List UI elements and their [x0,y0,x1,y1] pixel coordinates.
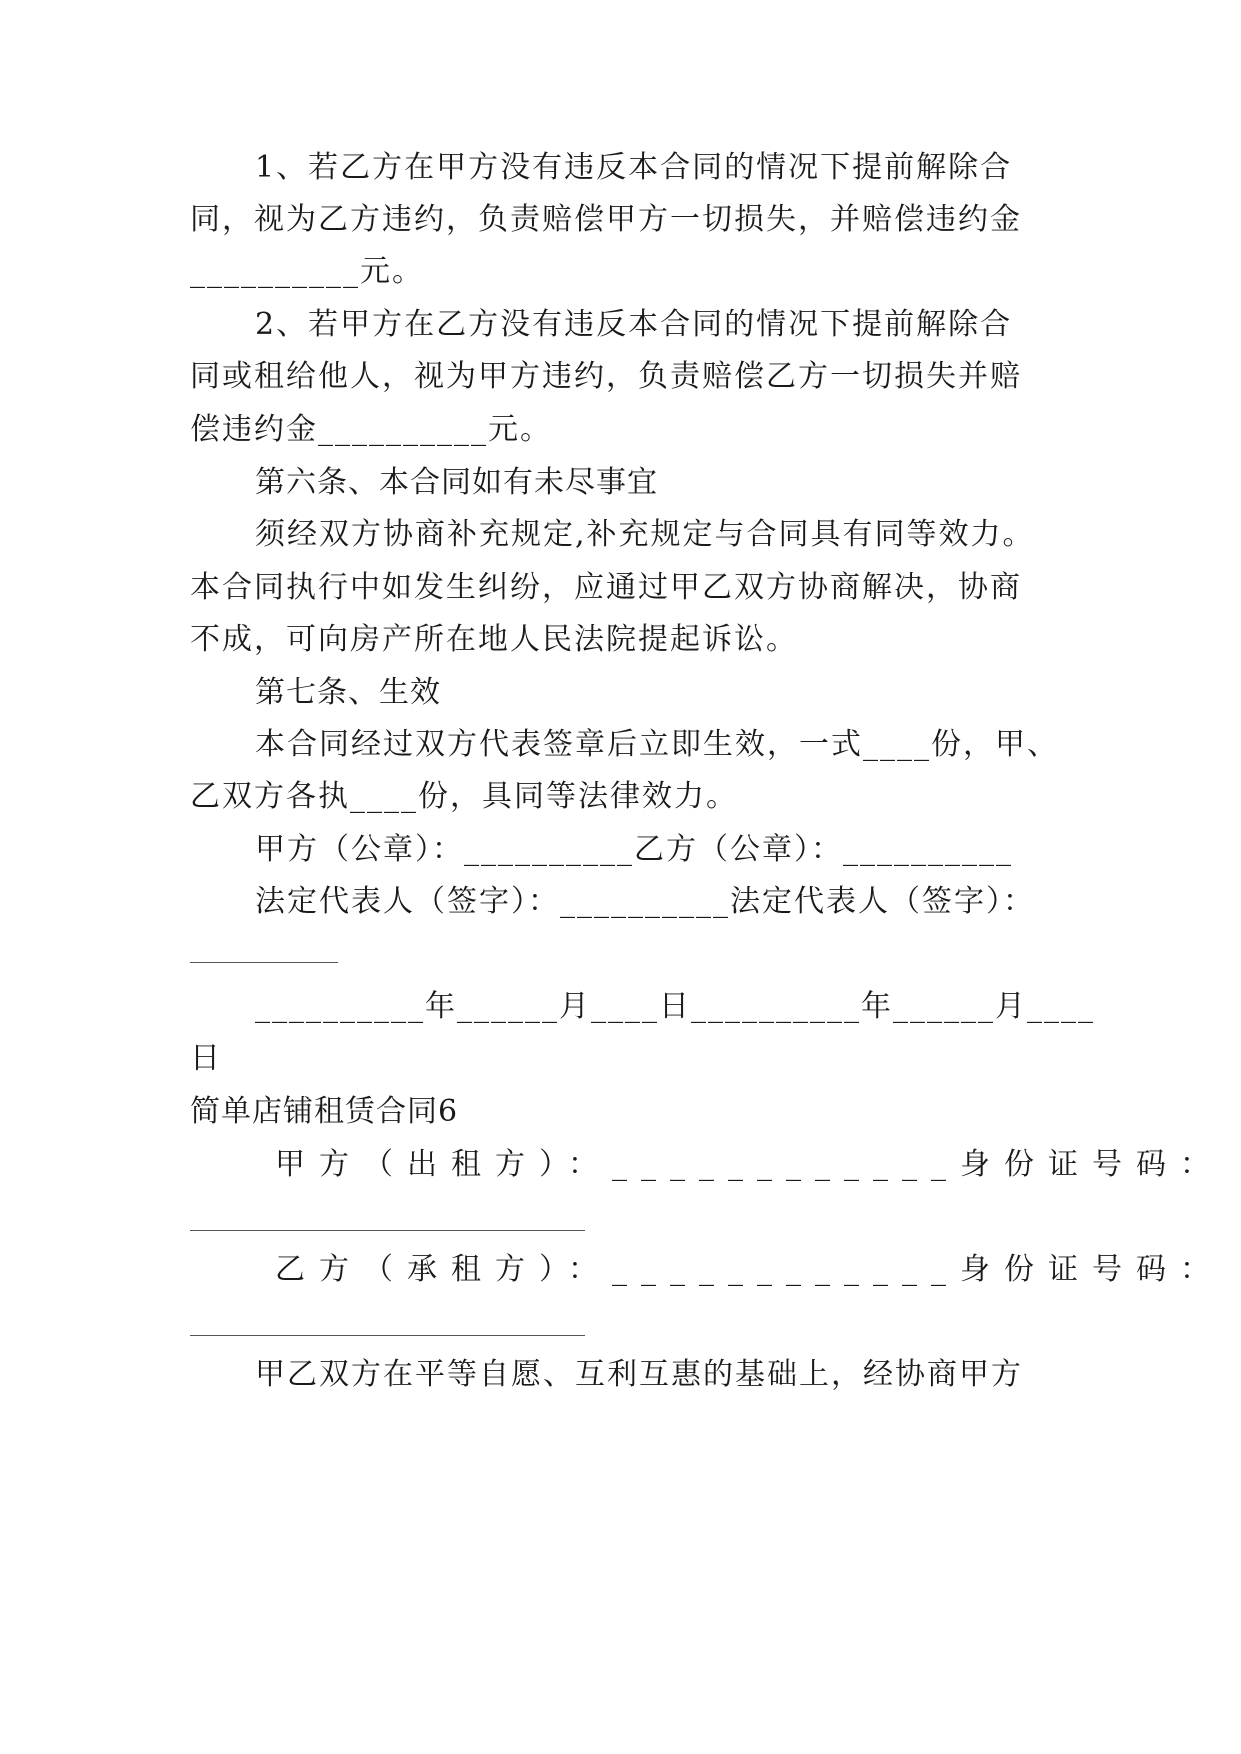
paragraph-line: 不成，可向房产所在地人民法院提起诉讼。 [190,622,798,657]
id-number-blank [190,1230,585,1231]
id-number-blank [190,1335,585,1336]
party-line: 乙方（承租方）：____________身份证号码： [275,1252,1224,1287]
paragraph-line: 须经双方协商补充规定,补充规定与合同具有同等效力。 [255,517,1035,552]
paragraph-line: 本合同执行中如发生纠纷，应通过甲乙双方协商解决，协商 [190,570,1022,605]
document-title: 简单店铺租赁合同6 [190,1094,459,1129]
paragraph-line: 乙双方各执____份，具同等法律效力。 [190,779,738,814]
signature-line: 甲方（公章）：__________乙方（公章）：__________ [255,832,1013,867]
section-heading: 第六条、本合同如有未尽事宜 [255,465,658,500]
paragraph-line: 甲乙双方在平等自愿、互利互惠的基础上，经协商甲方 [255,1357,1023,1392]
paragraph-line: 2、若甲方在乙方没有违反本合同的情况下提前解除合 [255,307,1013,342]
signature-line: 法定代表人（签字）：__________法定代表人（签字）： [255,884,1035,919]
paragraph-line: 同，视为乙方违约，负责赔偿甲方一切损失，并赔偿违约金 [190,202,1022,237]
paragraph-line: 偿违约金__________元。 [190,412,552,447]
paragraph-line: 同或租给他人，视为甲方违约，负责赔偿乙方一切损失并赔 [190,359,1022,394]
party-line: 甲方（出租方）：____________身份证号码： [275,1147,1224,1182]
signature-blank [190,962,338,963]
paragraph-line: 1、若乙方在甲方没有违反本合同的情况下提前解除合 [255,150,1013,185]
paragraph-line: 本合同经过双方代表签章后立即生效，一式____份，甲、 [255,727,1059,762]
paragraph-line: __________元。 [190,254,424,289]
date-line: __________年______月____日__________年______月____ [255,989,1095,1024]
section-heading: 第七条、生效 [255,675,441,710]
date-line: 日 [190,1041,222,1076]
